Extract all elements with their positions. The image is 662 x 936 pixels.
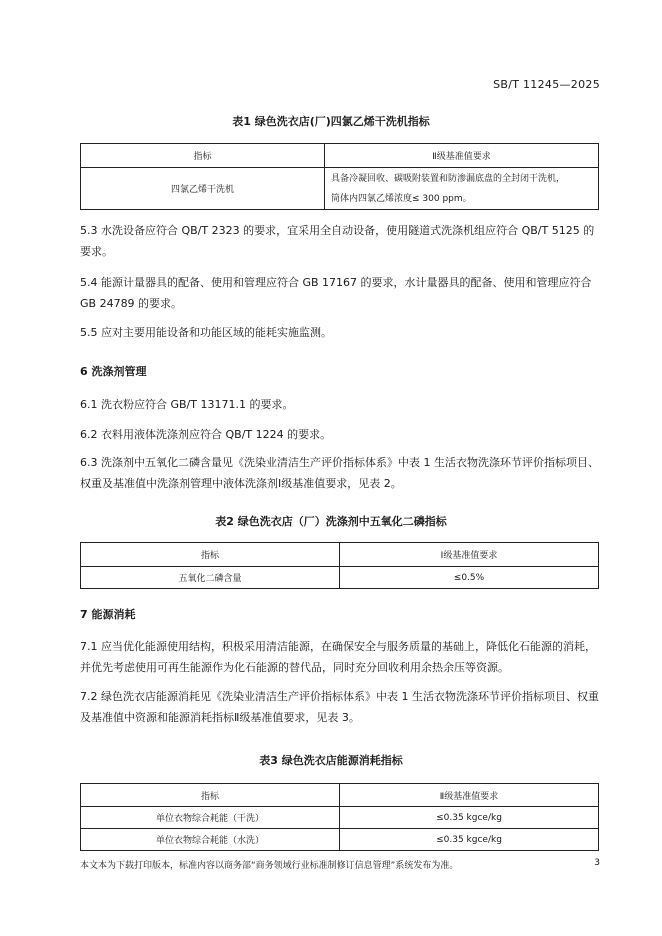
table2-caption: 表2 绿色洗衣店（厂）洗涤剂中五氧化二磷指标 xyxy=(215,515,447,528)
table3-header-requirement: Ⅱ级基准值要求 xyxy=(340,784,599,807)
table2-header-indicator: 指标 xyxy=(81,543,340,567)
table1-header-indicator: 指标 xyxy=(81,144,325,168)
table1-caption: 表1 绿色洗衣店(厂)四氯乙烯干洗机指标 xyxy=(232,115,430,128)
table3-cell-indicator: 单位衣物综合耗能（干洗） xyxy=(81,807,340,829)
table1-row-value xyxy=(325,168,599,210)
page-number: 3 xyxy=(594,858,600,868)
table1 xyxy=(80,143,599,210)
table2 xyxy=(80,542,599,589)
clause-5-3: 5.3 水洗设备应符合 QB/T 2323 的要求，宜采用全自动设备，使用隧道式洗涤机组应符合 QB/T 5125 的要求。 xyxy=(80,224,595,258)
table1-header-requirement: Ⅱ级基准值要求 xyxy=(325,144,599,168)
table2-cell-value: ≤0.5% xyxy=(340,567,599,589)
table1-row-label: 四氯乙烯干洗机 xyxy=(81,168,325,210)
standard-number: SB/T 11245—2025 xyxy=(493,78,600,91)
clause-7-1: 7.1 应当优化能源使用结构，积极采用清洁能源，在确保安全与服务质量的基础上，降低化石能源的消耗，并优先考虑使用可再生能源作为化石能源的替代品，同时充分回收利用余热余压等资源。 xyxy=(80,640,596,674)
footer-notice: 本文本为下载打印版本，标准内容以商务部“商务领域行业标准制修订信息管理”系统发布为准。 xyxy=(80,861,459,871)
table-row xyxy=(81,567,599,589)
table3-cell-indicator: 单位衣物综合耗能（水洗） xyxy=(81,829,340,851)
table2-cell-indicator: 五氧化二磷含量 xyxy=(81,567,340,589)
clause-6-1: 6.1 洗衣粉应符合 GB/T 13171.1 的要求。 xyxy=(80,398,294,411)
clause-6-2: 6.2 衣料用液体洗涤剂应符合 QB/T 1224 的要求。 xyxy=(80,428,332,441)
table3-header-indicator: 指标 xyxy=(81,784,340,807)
table-row xyxy=(81,807,599,829)
table1-row-value-line1: 具备冷凝回收、碳吸附装置和防渗漏底盘的全封闭干洗机， xyxy=(331,173,566,184)
section-6-heading: 6 洗涤剂管理 xyxy=(80,365,147,378)
clause-6-3: 6.3 洗涤剂中五氧化二磷含量见《洗染业清洁生产评价指标体系》中表 1 生活衣物洗涤环节评价指标项目、权重及基准值中洗涤剂管理中液体洗涤剂Ⅰ级基准值要求，见表 2。 xyxy=(80,456,599,490)
table3-caption: 表3 绿色洗衣店能源消耗指标 xyxy=(259,754,403,767)
clause-5-5: 5.5 应对主要用能设备和功能区域的能耗实施监测。 xyxy=(80,326,332,339)
clause-5-4: 5.4 能源计量器具的配备、使用和管理应符合 GB 17167 的要求，水计量器具的配备、使用和管理应符合 GB 24789 的要求。 xyxy=(80,276,592,310)
page-footer xyxy=(80,858,600,871)
table3-cell-value: ≤0.35 kgce/kg xyxy=(340,829,599,851)
section-7-heading: 7 能源消耗 xyxy=(80,608,136,621)
clause-7-2: 7.2 绿色洗衣店能源消耗见《洗染业清洁生产评价指标体系》中表 1 生活衣物洗涤环节评价指标项目、权重及基准值中资源和能源消耗指标Ⅱ级基准值要求，见表 3。 xyxy=(80,690,599,724)
table2-header-requirement: Ⅰ级基准值要求 xyxy=(340,543,599,567)
table-row xyxy=(81,829,599,851)
table1-row-value-line2: 筒体内四氯乙烯浓度≤ 300 ppm。 xyxy=(331,193,472,204)
table3-cell-value: ≤0.35 kgce/kg xyxy=(340,807,599,829)
table3 xyxy=(80,783,599,851)
